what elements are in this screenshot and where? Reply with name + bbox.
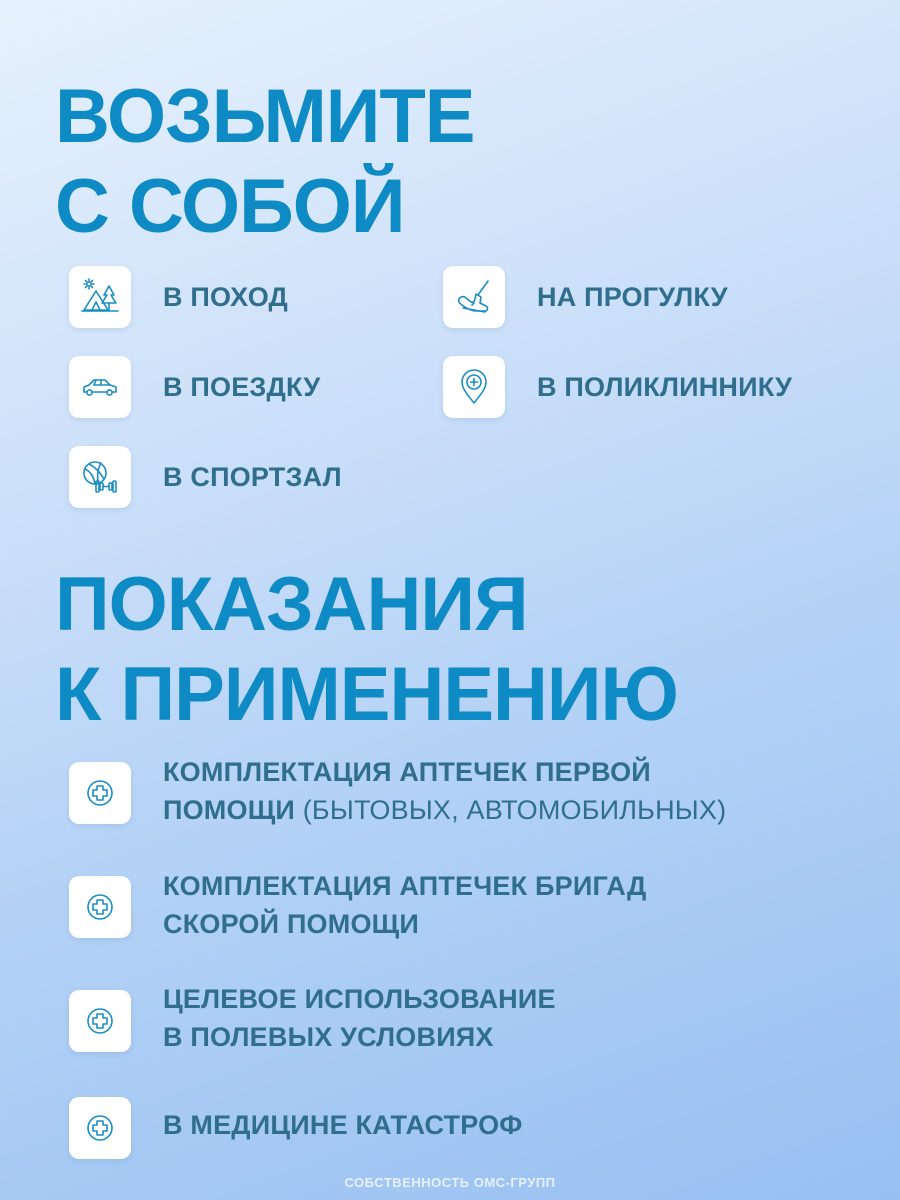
medical-cross-icon: [80, 1108, 120, 1148]
camping-icon: [80, 277, 120, 317]
medical-location-pin-icon: [454, 367, 494, 407]
section-title-indications: [55, 560, 678, 739]
indication-line: В МЕДИЦИНЕ КАТАСТРОФ: [163, 1110, 523, 1140]
section-title-line: С СОБОЙ: [55, 163, 405, 249]
indication-text: [163, 753, 726, 829]
ball-dumbbell-icon: [80, 457, 120, 497]
ball-dumbbell-icon-tile: [69, 446, 131, 508]
walking-shoe-icon-tile: [443, 266, 505, 328]
section-title-line: К ПРИМЕНЕНИЮ: [55, 651, 678, 737]
indication-line-bold: ПОМОЩИ: [163, 795, 296, 825]
car-icon-tile: [69, 356, 131, 418]
list-item-label: В ПОЕЗДКУ: [163, 372, 321, 402]
indication-line: [163, 791, 726, 829]
medical-cross-icon-tile: [69, 762, 131, 824]
medical-cross-icon: [80, 887, 120, 927]
medical-cross-icon-tile: [69, 876, 131, 938]
indication-line: В ПОЛЕВЫХ УСЛОВИЯХ: [163, 1022, 494, 1052]
section-title-take-with-you: [55, 72, 475, 251]
section-title-line: ПОКАЗАНИЯ: [55, 562, 528, 647]
section-title-line: ВОЗЬМИТЕ: [55, 74, 475, 159]
list-item-label: В ПОЛИКЛИННИКУ: [537, 372, 793, 402]
medical-cross-icon: [80, 1001, 120, 1041]
list-item-label: НА ПРОГУЛКУ: [537, 282, 728, 312]
indication-line: КОМПЛЕКТАЦИЯ АПТЕЧЕК ПЕРВОЙ: [163, 757, 651, 787]
medical-location-pin-icon-tile: [443, 356, 505, 418]
footer-ownership-note: СОБСТВЕННОСТЬ ОМС-ГРУПП: [344, 1175, 556, 1190]
walking-shoe-icon: [454, 277, 494, 317]
medical-cross-icon-tile: [69, 990, 131, 1052]
medical-cross-icon: [80, 773, 120, 813]
indication-line: ЦЕЛЕВОЕ ИСПОЛЬЗОВАНИЕ: [163, 984, 556, 1014]
indication-line-light: (БЫТОВЫХ, АВТОМОБИЛЬНЫХ): [295, 795, 727, 825]
indication-line: КОМПЛЕКТАЦИЯ АПТЕЧЕК БРИГАД: [163, 871, 647, 901]
indication-text: [163, 867, 646, 943]
list-item-label: В ПОХОД: [163, 282, 288, 312]
camping-icon-tile: [69, 266, 131, 328]
indication-text: [163, 980, 556, 1056]
list-item-label: В СПОРТЗАЛ: [163, 462, 342, 492]
medical-cross-icon-tile: [69, 1097, 131, 1159]
indication-line: СКОРОЙ ПОМОЩИ: [163, 909, 419, 939]
car-icon: [80, 367, 120, 407]
indication-text: [163, 1106, 523, 1144]
